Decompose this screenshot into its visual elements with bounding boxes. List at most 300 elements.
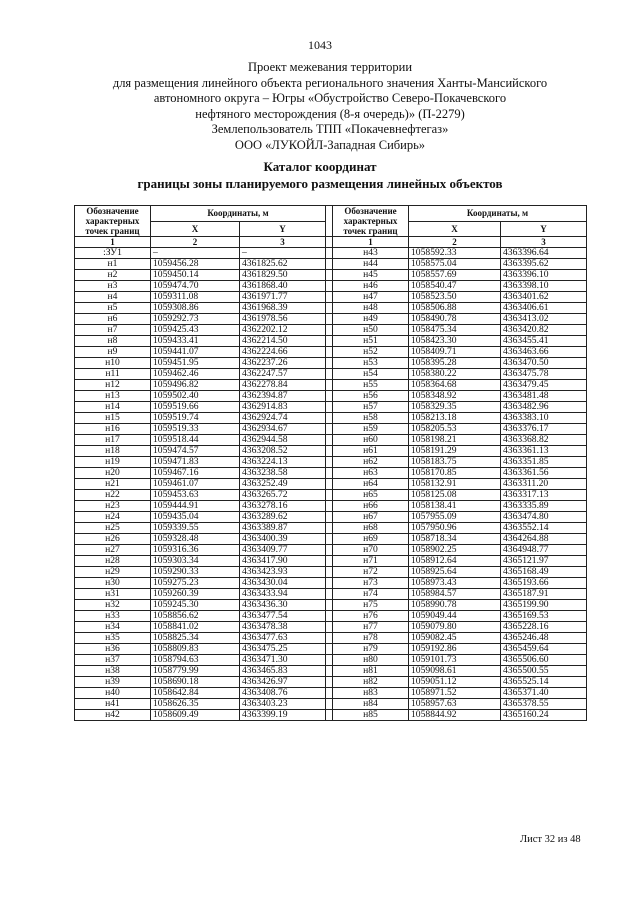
- coord-x-right: 1059049.44: [409, 611, 501, 622]
- column-gap: [326, 281, 333, 292]
- coord-y-left: 4363389.87: [240, 523, 326, 534]
- table-row: [75, 281, 587, 292]
- coord-x-right: 1058138.41: [409, 501, 501, 512]
- coord-y-left: 4363399.19: [240, 710, 326, 721]
- header-line: нефтяного месторождения (8-я очередь)» (П-2279): [195, 106, 465, 121]
- coord-x-left: 1059275.23: [151, 578, 240, 589]
- table-row: [75, 270, 587, 281]
- coord-x-left: 1059425.43: [151, 325, 240, 336]
- coord-y-right: 4365228.16: [501, 622, 587, 633]
- header-coords-right: Координаты, м: [409, 206, 587, 222]
- point-id-left: н3: [75, 281, 151, 292]
- coord-x-left: 1059435.04: [151, 512, 240, 523]
- header-line: для размещения линейного объекта регионального значения Ханты-Мансийского: [112, 75, 548, 90]
- point-id-left: н16: [75, 424, 151, 435]
- table-row: [75, 512, 587, 523]
- point-id-left: н38: [75, 666, 151, 677]
- table-row: [75, 501, 587, 512]
- point-id-left: н21: [75, 479, 151, 490]
- coord-y-right: 4365160.24: [501, 710, 587, 721]
- coord-y-left: 4363403.23: [240, 699, 326, 710]
- table-row: [75, 380, 587, 391]
- coord-y-left: 4361978.56: [240, 314, 326, 325]
- column-gap: [326, 589, 333, 600]
- coord-y-left: 4363426.97: [240, 677, 326, 688]
- coord-x-left: 1059290.33: [151, 567, 240, 578]
- coord-y-right: 4363463.66: [501, 347, 587, 358]
- point-id-left: н24: [75, 512, 151, 523]
- point-id-left: н20: [75, 468, 151, 479]
- point-id-right: н58: [333, 413, 409, 424]
- coord-x-right: 1058213.18: [409, 413, 501, 424]
- coord-x-left: 1059260.39: [151, 589, 240, 600]
- coord-y-right: 4363368.82: [501, 435, 587, 446]
- point-id-left: н23: [75, 501, 151, 512]
- coord-y-right: 4363335.89: [501, 501, 587, 512]
- coord-x-right: 1059098.61: [409, 666, 501, 677]
- point-id-left: н33: [75, 611, 151, 622]
- point-id-right: н46: [333, 281, 409, 292]
- coord-y-right: 4364948.77: [501, 545, 587, 556]
- point-id-right: н65: [333, 490, 409, 501]
- coord-y-left: 4361825.62: [240, 259, 326, 270]
- coord-y-left: 4363478.38: [240, 622, 326, 633]
- column-gap: [326, 479, 333, 490]
- header-y-left: Y: [240, 221, 326, 237]
- table-row: [75, 655, 587, 666]
- coord-y-right: 4365525.14: [501, 677, 587, 688]
- table-row: [75, 457, 587, 468]
- column-gap: [326, 688, 333, 699]
- coord-x-left: 1059519.66: [151, 402, 240, 413]
- point-id-left: н34: [75, 622, 151, 633]
- column-number: 1: [333, 237, 409, 248]
- table-row: [75, 435, 587, 446]
- coord-x-right: 1058170.85: [409, 468, 501, 479]
- coord-x-right: 1058984.57: [409, 589, 501, 600]
- point-id-right: н66: [333, 501, 409, 512]
- point-id-left: н40: [75, 688, 151, 699]
- point-id-left: н2: [75, 270, 151, 281]
- coord-y-right: 4365193.66: [501, 578, 587, 589]
- point-id-left: н36: [75, 644, 151, 655]
- coord-x-right: 1058506.88: [409, 303, 501, 314]
- coord-x-left: 1059496.82: [151, 380, 240, 391]
- coord-x-left: 1058690.18: [151, 677, 240, 688]
- point-id-left: н5: [75, 303, 151, 314]
- table-row: [75, 556, 587, 567]
- coord-y-right: 4363475.78: [501, 369, 587, 380]
- coord-y-left: 4362914.83: [240, 402, 326, 413]
- header-line: Землепользователь ТПП «Покачевнефтегаз»: [211, 122, 449, 136]
- coord-y-right: 4363351.85: [501, 457, 587, 468]
- coord-x-left: 1059308.86: [151, 303, 240, 314]
- column-gap: [326, 457, 333, 468]
- coord-y-left: 4363465.83: [240, 666, 326, 677]
- table-row: [75, 314, 587, 325]
- point-id-left: н14: [75, 402, 151, 413]
- coord-y-left: 4361971.77: [240, 292, 326, 303]
- table-row: [75, 479, 587, 490]
- point-id-left: н1: [75, 259, 151, 270]
- coord-y-left: 4362214.50: [240, 336, 326, 347]
- point-id-left: н4: [75, 292, 151, 303]
- point-id-left: н18: [75, 446, 151, 457]
- point-id-right: н77: [333, 622, 409, 633]
- column-gap: [326, 534, 333, 545]
- point-id-left: н32: [75, 600, 151, 611]
- coord-x-right: 1058557.69: [409, 270, 501, 281]
- coord-x-left: 1059444.91: [151, 501, 240, 512]
- coord-y-left: 4363252.49: [240, 479, 326, 490]
- coord-x-right: 1058191.29: [409, 446, 501, 457]
- coord-y-left: 4363475.25: [240, 644, 326, 655]
- coord-y-left: 4363477.54: [240, 611, 326, 622]
- coord-y-right: 4363396.64: [501, 248, 587, 259]
- header-point-right: Обозначение характерных точек границ: [333, 206, 409, 237]
- column-gap: [326, 501, 333, 512]
- table-row: [75, 292, 587, 303]
- coord-x-left: 1058794.63: [151, 655, 240, 666]
- point-id-right: н71: [333, 556, 409, 567]
- table-row: [75, 347, 587, 358]
- coord-x-left: 1059303.34: [151, 556, 240, 567]
- point-id-left: н30: [75, 578, 151, 589]
- column-gap: [326, 391, 333, 402]
- coord-y-left: 4363208.52: [240, 446, 326, 457]
- column-gap: [326, 380, 333, 391]
- coord-x-right: 1058912.64: [409, 556, 501, 567]
- column-gap: [326, 259, 333, 270]
- coord-y-right: 4365459.64: [501, 644, 587, 655]
- column-number: 2: [151, 237, 240, 248]
- point-id-right: н63: [333, 468, 409, 479]
- coord-y-left: 4363400.39: [240, 534, 326, 545]
- coord-x-left: 1059316.36: [151, 545, 240, 556]
- column-gap: [326, 523, 333, 534]
- coord-y-left: 4362924.74: [240, 413, 326, 424]
- coord-y-left: 4361829.50: [240, 270, 326, 281]
- point-id-left: н8: [75, 336, 151, 347]
- coord-x-left: 1059461.07: [151, 479, 240, 490]
- point-id-right: н43: [333, 248, 409, 259]
- coord-x-right: 1058423.30: [409, 336, 501, 347]
- column-gap: [326, 206, 333, 237]
- coord-y-left: 4362224.66: [240, 347, 326, 358]
- point-id-right: н61: [333, 446, 409, 457]
- coord-y-right: 4363470.50: [501, 358, 587, 369]
- coord-y-right: 4363479.45: [501, 380, 587, 391]
- coord-y-right: 4363361.56: [501, 468, 587, 479]
- column-gap: [326, 710, 333, 721]
- coord-y-left: 4362934.67: [240, 424, 326, 435]
- header-coords-left: Координаты, м: [151, 206, 326, 222]
- point-id-right: н79: [333, 644, 409, 655]
- column-gap: [326, 336, 333, 347]
- table-row: [75, 611, 587, 622]
- coord-y-right: 4363383.10: [501, 413, 587, 424]
- coord-x-left: 1059471.83: [151, 457, 240, 468]
- catalog-title: Каталог координат: [263, 159, 377, 174]
- table-row: [75, 666, 587, 677]
- coord-x-left: 1058626.35: [151, 699, 240, 710]
- coord-y-right: 4365506.60: [501, 655, 587, 666]
- point-id-right: н70: [333, 545, 409, 556]
- point-id-left: н10: [75, 358, 151, 369]
- point-id-right: н52: [333, 347, 409, 358]
- point-id-right: н49: [333, 314, 409, 325]
- column-gap: [326, 413, 333, 424]
- point-id-left: :ЗУ1: [75, 248, 151, 259]
- coord-y-left: 4363477.63: [240, 633, 326, 644]
- coord-y-left: 4363289.62: [240, 512, 326, 523]
- coord-y-right: 4365168.49: [501, 567, 587, 578]
- coord-x-right: 1058409.71: [409, 347, 501, 358]
- coord-x-left: 1058609.49: [151, 710, 240, 721]
- table-row: [75, 545, 587, 556]
- column-gap: [326, 248, 333, 259]
- column-gap: [326, 237, 333, 248]
- coord-y-left: 4362278.84: [240, 380, 326, 391]
- table-row: [75, 688, 587, 699]
- coord-y-left: 4363408.76: [240, 688, 326, 699]
- coord-y-right: 4365500.55: [501, 666, 587, 677]
- coord-x-right: 1059192.86: [409, 644, 501, 655]
- point-id-right: н56: [333, 391, 409, 402]
- coord-y-left: –: [240, 248, 326, 259]
- coord-x-left: 1058825.34: [151, 633, 240, 644]
- coord-x-right: 1059079.80: [409, 622, 501, 633]
- coord-y-right: 4363398.10: [501, 281, 587, 292]
- coord-x-right: 1058925.64: [409, 567, 501, 578]
- coord-y-right: 4363455.41: [501, 336, 587, 347]
- table-row: [75, 446, 587, 457]
- table-row: [75, 633, 587, 644]
- table-row: [75, 578, 587, 589]
- column-gap: [326, 699, 333, 710]
- coord-x-right: 1058329.35: [409, 402, 501, 413]
- column-gap: [326, 556, 333, 567]
- point-id-right: н48: [333, 303, 409, 314]
- column-gap: [326, 402, 333, 413]
- coord-x-right: 1058364.68: [409, 380, 501, 391]
- coord-x-left: 1059451.95: [151, 358, 240, 369]
- column-gap: [326, 325, 333, 336]
- coord-y-right: 4365246.48: [501, 633, 587, 644]
- coord-y-left: 4362202.12: [240, 325, 326, 336]
- coord-x-right: 1058490.78: [409, 314, 501, 325]
- point-id-right: н84: [333, 699, 409, 710]
- point-id-right: н60: [333, 435, 409, 446]
- coord-x-right: 1058592.33: [409, 248, 501, 259]
- column-gap: [326, 446, 333, 457]
- column-gap: [326, 435, 333, 446]
- coord-x-left: 1059502.40: [151, 391, 240, 402]
- coord-y-right: 4364264.88: [501, 534, 587, 545]
- coord-y-left: 4363278.16: [240, 501, 326, 512]
- table-row: [75, 259, 587, 270]
- point-id-left: н39: [75, 677, 151, 688]
- coord-x-right: 1058395.28: [409, 358, 501, 369]
- point-id-right: н53: [333, 358, 409, 369]
- coord-x-left: 1058856.62: [151, 611, 240, 622]
- coord-y-right: 4365187.91: [501, 589, 587, 600]
- point-id-left: н35: [75, 633, 151, 644]
- point-id-left: н42: [75, 710, 151, 721]
- coord-y-left: 4363471.30: [240, 655, 326, 666]
- coord-x-left: 1059519.74: [151, 413, 240, 424]
- column-gap: [326, 545, 333, 556]
- column-gap: [326, 633, 333, 644]
- table-row: [75, 699, 587, 710]
- table-row: [75, 358, 587, 369]
- point-id-left: н13: [75, 391, 151, 402]
- point-id-right: н82: [333, 677, 409, 688]
- column-gap: [326, 600, 333, 611]
- point-id-right: н75: [333, 600, 409, 611]
- document-header: [20, 60, 640, 153]
- coord-x-left: 1059339.55: [151, 523, 240, 534]
- point-id-left: н15: [75, 413, 151, 424]
- table-row: [75, 600, 587, 611]
- coord-x-right: 1058475.34: [409, 325, 501, 336]
- coord-x-right: 1058198.21: [409, 435, 501, 446]
- column-gap: [326, 655, 333, 666]
- table-row: [75, 248, 587, 259]
- coord-x-left: 1059433.41: [151, 336, 240, 347]
- coord-y-right: 4365169.53: [501, 611, 587, 622]
- coord-y-left: 4363238.58: [240, 468, 326, 479]
- point-id-right: н67: [333, 512, 409, 523]
- coord-y-right: 4365371.40: [501, 688, 587, 699]
- point-id-right: н78: [333, 633, 409, 644]
- table-row: [75, 677, 587, 688]
- header-line: ООО «ЛУКОЙЛ-Западная Сибирь»: [234, 137, 426, 152]
- point-id-right: н51: [333, 336, 409, 347]
- point-id-right: н73: [333, 578, 409, 589]
- column-number: 3: [501, 237, 587, 248]
- table-row: [75, 303, 587, 314]
- table-row: [75, 523, 587, 534]
- coord-y-right: 4363361.13: [501, 446, 587, 457]
- table-row: [75, 567, 587, 578]
- coord-x-right: 1058132.91: [409, 479, 501, 490]
- point-id-right: н45: [333, 270, 409, 281]
- point-id-left: н7: [75, 325, 151, 336]
- coord-y-right: 4365378.55: [501, 699, 587, 710]
- point-id-right: н74: [333, 589, 409, 600]
- coord-y-right: 4363395.62: [501, 259, 587, 270]
- column-gap: [326, 512, 333, 523]
- column-gap: [326, 314, 333, 325]
- coord-x-left: 1059518.44: [151, 435, 240, 446]
- coord-x-left: 1059328.48: [151, 534, 240, 545]
- catalog-heading: [0, 158, 640, 192]
- column-gap: [326, 578, 333, 589]
- point-id-right: н44: [333, 259, 409, 270]
- column-number: 1: [75, 237, 151, 248]
- point-id-right: н55: [333, 380, 409, 391]
- point-id-left: н26: [75, 534, 151, 545]
- coord-x-right: 1058348.92: [409, 391, 501, 402]
- point-id-right: н50: [333, 325, 409, 336]
- coord-x-left: 1058841.02: [151, 622, 240, 633]
- coord-y-right: 4363552.14: [501, 523, 587, 534]
- coord-y-left: 4362394.87: [240, 391, 326, 402]
- coord-y-right: 4363481.48: [501, 391, 587, 402]
- coord-y-right: 4363376.17: [501, 424, 587, 435]
- coord-y-left: 4361868.40: [240, 281, 326, 292]
- coord-y-left: 4363433.94: [240, 589, 326, 600]
- table-row: [75, 424, 587, 435]
- point-id-right: н85: [333, 710, 409, 721]
- column-gap: [326, 611, 333, 622]
- coord-y-left: 4363436.30: [240, 600, 326, 611]
- coord-x-left: 1059245.30: [151, 600, 240, 611]
- coord-x-left: 1058809.83: [151, 644, 240, 655]
- point-id-left: н27: [75, 545, 151, 556]
- point-id-left: н22: [75, 490, 151, 501]
- coord-y-left: 4363224.13: [240, 457, 326, 468]
- coord-y-right: 4363401.62: [501, 292, 587, 303]
- coord-y-left: 4363265.72: [240, 490, 326, 501]
- coord-x-left: 1058642.84: [151, 688, 240, 699]
- point-id-right: н83: [333, 688, 409, 699]
- coord-x-right: 1058523.50: [409, 292, 501, 303]
- table-row: [75, 391, 587, 402]
- coord-x-left: 1059474.70: [151, 281, 240, 292]
- point-id-right: н81: [333, 666, 409, 677]
- table-row: [75, 644, 587, 655]
- coord-x-left: 1059456.28: [151, 259, 240, 270]
- table-row: [75, 589, 587, 600]
- page-number: 1043: [308, 38, 332, 52]
- coord-y-right: 4363474.80: [501, 512, 587, 523]
- point-id-right: н69: [333, 534, 409, 545]
- point-id-left: н31: [75, 589, 151, 600]
- coord-x-left: 1059519.33: [151, 424, 240, 435]
- coord-y-right: 4363420.82: [501, 325, 587, 336]
- point-id-left: н19: [75, 457, 151, 468]
- coord-x-right: 1058973.43: [409, 578, 501, 589]
- coord-x-right: 1057950.96: [409, 523, 501, 534]
- point-id-left: н41: [75, 699, 151, 710]
- column-gap: [326, 666, 333, 677]
- point-id-left: н6: [75, 314, 151, 325]
- column-gap: [326, 677, 333, 688]
- coord-y-left: 4362237.26: [240, 358, 326, 369]
- table-row: [75, 336, 587, 347]
- column-gap: [326, 369, 333, 380]
- point-id-right: н62: [333, 457, 409, 468]
- column-gap: [326, 424, 333, 435]
- column-number: 2: [409, 237, 501, 248]
- coord-y-right: 4365121.97: [501, 556, 587, 567]
- table-row: [75, 413, 587, 424]
- column-gap: [326, 270, 333, 281]
- coord-y-right: 4363317.13: [501, 490, 587, 501]
- coord-y-right: 4363413.02: [501, 314, 587, 325]
- header-point-left: Обозначение характерных точек границ: [75, 206, 151, 237]
- coord-x-right: 1058957.63: [409, 699, 501, 710]
- table-row: [75, 402, 587, 413]
- coord-x-right: 1058380.22: [409, 369, 501, 380]
- coord-x-right: 1059082.45: [409, 633, 501, 644]
- point-id-right: н72: [333, 567, 409, 578]
- header-y-right: Y: [501, 221, 587, 237]
- point-id-left: н9: [75, 347, 151, 358]
- coord-x-left: 1059453.63: [151, 490, 240, 501]
